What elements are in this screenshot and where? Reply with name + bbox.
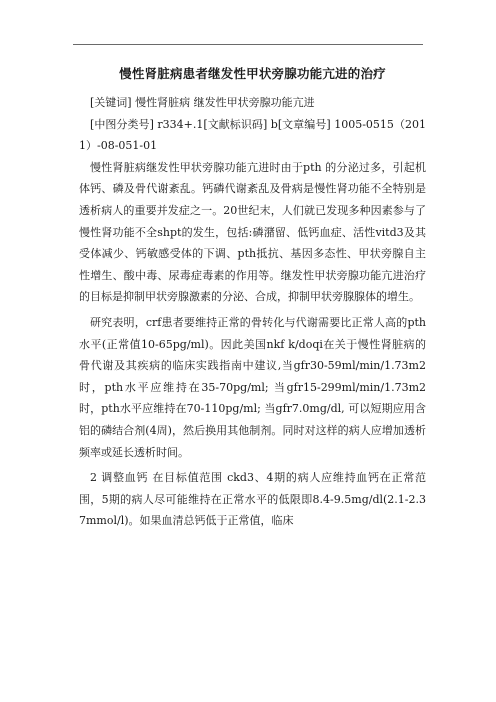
body-paragraph-2: 研究表明，crf患者要维持正常的骨转化与代谢需要比正常人高的pth水平(正常值10-65pg/ml)。因此美国nkf k/doqi在关于慢性肾脏病的骨代谢及其疾病的临床实践指南中建议,当gfr30-59ml/min/1.73m2时，pth水平应维持在35-70pg/ml; 当gfr15-299ml/min/1.73m2时，pth水平应维持在70-110pg/ml; 当gfr7.0mg/dl, 可以短期应用含铝的磷结合剂(4周)，然后换用其他制剂。同时对这样的病人应增加透析频率或延长透析时间。 (79, 315, 426, 459)
body-paragraph-1: 慢性肾脏病继发性甲状旁腺功能亢进时由于pth 的分泌过多，引起机体钙、磷及骨代谢紊乱。钙磷代谢紊乱及骨病是慢性肾功能不全特别是透析病人的重要并发症之一。20世纪末，人们就已发现多种因素参与了慢性肾功能不全shpt的发生，包括:磷潴留、低钙血症、活性vitd3及其受体减少、钙敏感受体的下调、pth抵抗、基因多态性、甲状旁腺自主性增生、酸中毒、尿毒症毒素的作用等。继发性甲状旁腺功能亢进治疗的目标是抑制甲状旁腺激素的分泌、合成，抑制甲状旁腺腺体的增生。 (79, 160, 426, 304)
keywords-line: [关键词] 慢性肾脏病 继发性甲状旁腺功能亢进 (90, 96, 315, 109)
body-paragraph-3: 2 调整血钙 在目标值范围 ckd3、4期的病人应维持血钙在正常范围，5期的病人尽可能维持在正常水平的低限即8.4-9.5mg/dl(2.1-2.37mmol/l)。如果血清总钙低于正常值，临床 (79, 471, 426, 528)
classification-line: [中图分类号] r334+.1[文献标识码] b[文章编号] 1005-0515（2011）-08-051-01 (79, 117, 426, 153)
document-title: 慢性肾脏病患者继发性甲状旁腺功能亢进的治疗 (119, 66, 386, 81)
header-rule (73, 44, 423, 45)
document-body (79, 64, 426, 532)
